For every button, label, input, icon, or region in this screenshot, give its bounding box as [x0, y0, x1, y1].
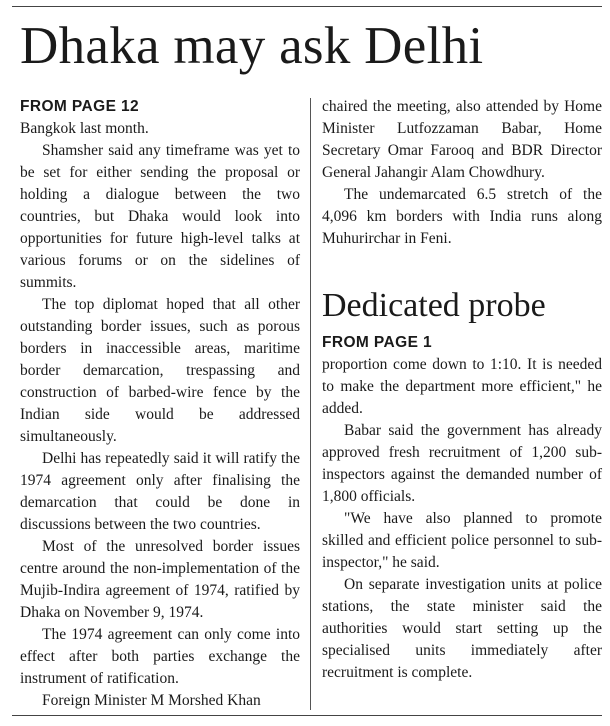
second-headline: Dedicated probe: [322, 287, 546, 324]
paragraph: Bangkok last month.: [20, 120, 149, 137]
paragraph: "We have also planned to promote skilled and efficient police personnel to sub-inspector," he said.: [322, 510, 602, 571]
paragraph: On separate investigation units at police stations, the state minister said the authorities would start setting up the specialised units immediately after recruitment is complete.: [322, 576, 602, 681]
column-divider: [310, 98, 311, 710]
paragraph: The undemarcated 6.5 stretch of the 4,096 km borders with India runs along Muhurirchar in Feni.: [322, 186, 602, 247]
paragraph: Most of the unresolved border issues centre around the non-implementation of the Mujib-Indira agreement of 1974, ratified by Dhaka on November 9, 1974.: [20, 538, 300, 621]
bottom-rule: [12, 715, 602, 716]
second-story-jump-line: FROM PAGE 1: [322, 334, 433, 351]
paragraph: Shamsher said any timeframe was yet to be set for either sending the proposal or holding a dialogue between the two countries, but Dhaka would look into opportunities for future high-level talks at various forums or on the sidelines of summits.: [20, 142, 300, 291]
paragraph-continued: Foreign Minister M Morshed Khan: [42, 692, 261, 709]
paragraph: The 1974 agreement can only come into effect after both parties exchange the instrument of ratification.: [20, 626, 300, 687]
paragraph: Babar said the government has already approved fresh recruitment of 1,200 sub-inspectors against the demanded number of 1,800 officials.: [322, 422, 602, 505]
story-gap: [322, 250, 602, 276]
paragraph: Delhi has repeatedly said it will ratify the 1974 agreement only after finalising the demarcation that could be done in discussions between the two countries.: [20, 450, 300, 533]
paragraph: The top diplomat hoped that all other outstanding border issues, such as porous borders in inaccessible areas, maritime border demarcation, trespassing and construction of barbed-wire fence by the Indian side would be addressed simultaneously.: [20, 296, 300, 445]
right-column: [322, 96, 602, 684]
main-story-left-column: [20, 96, 300, 712]
paragraph-continuation: chaired the meeting, also attended by Home Minister Lutfozzaman Babar, Home Secretary Omar Farooq and BDR Director General Jahangir Alam Chowdhury.: [322, 98, 602, 181]
main-story-jump-line: FROM PAGE 12: [20, 98, 140, 115]
main-headline: Dhaka may ask Delhi: [20, 17, 484, 75]
top-rule: [12, 6, 602, 7]
paragraph: proportion come down to 1:10. It is needed to make the department more efficient," he added.: [322, 356, 602, 417]
